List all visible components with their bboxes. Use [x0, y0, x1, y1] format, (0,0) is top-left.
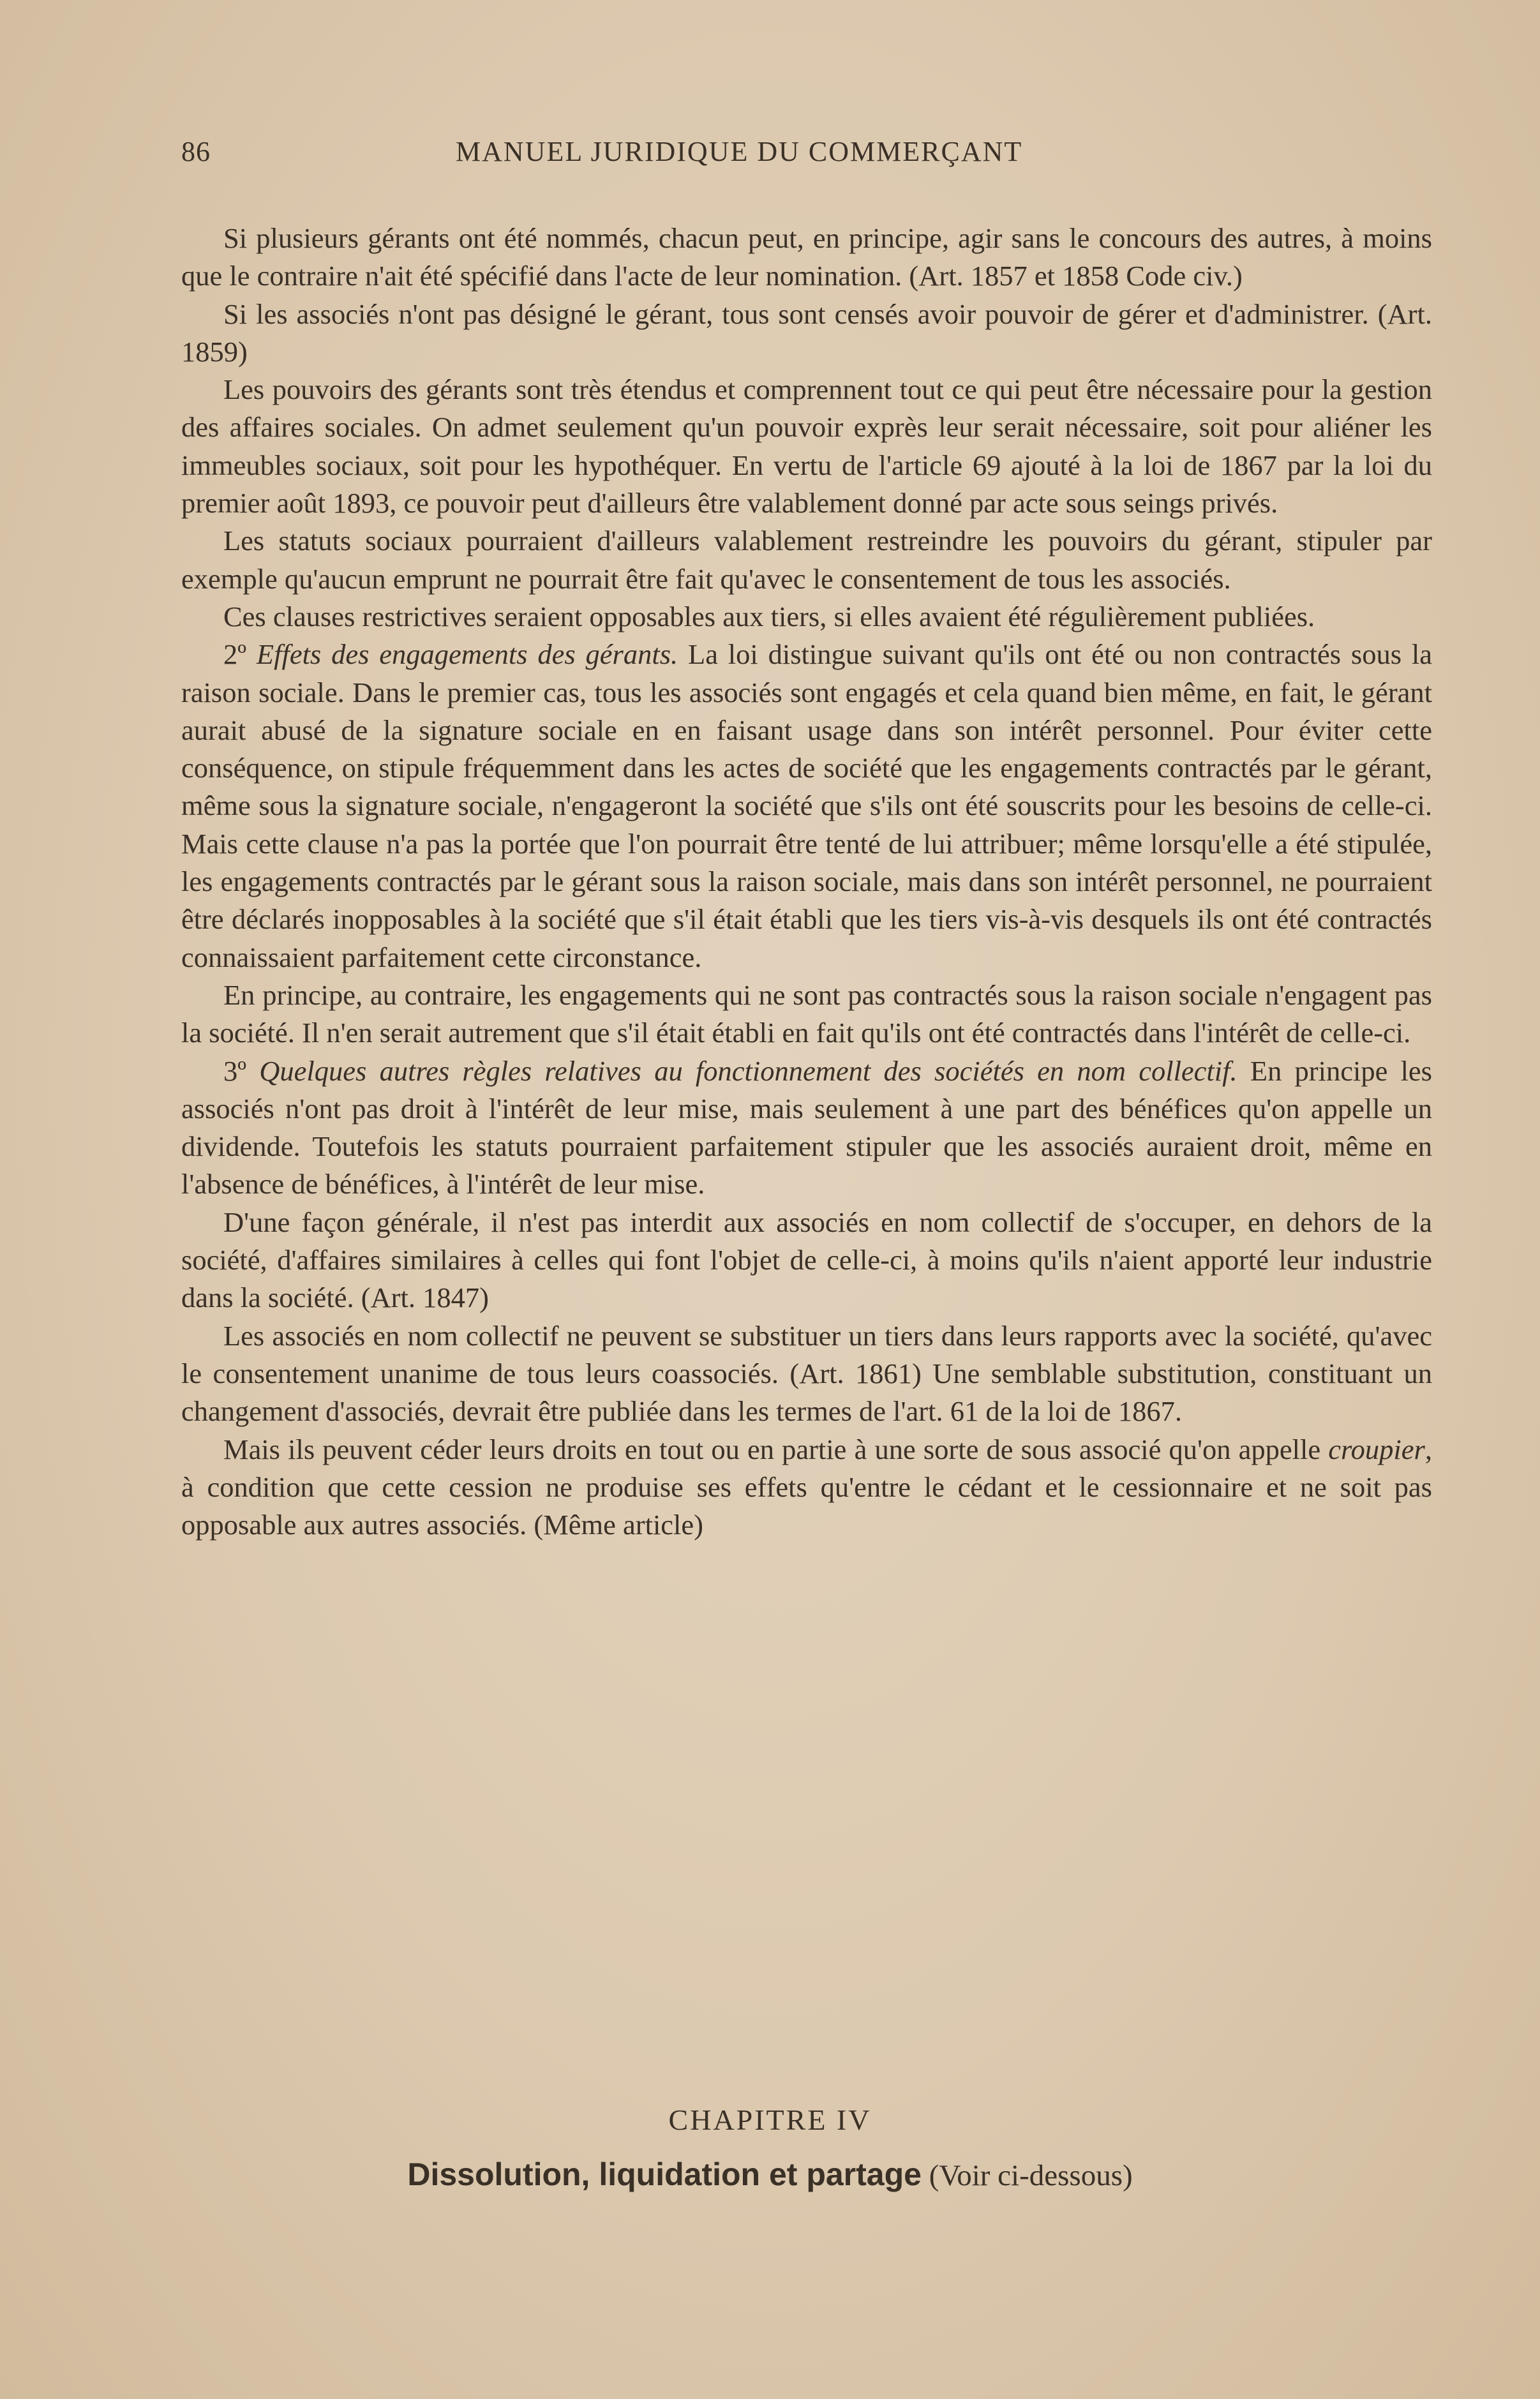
chapter-heading: CHAPITRE IV: [668, 2104, 872, 2136]
paragraph-text: , à condition que cette cession ne produise ses effets qu'entre le cédant et le cessionnaire et ne soit pas opposable aux autres associés. (Même article): [181, 1433, 1432, 1541]
paragraph: [181, 976, 1432, 1052]
paragraph: [181, 1317, 1432, 1431]
paragraph: [181, 522, 1432, 598]
paragraph-text: Les statuts sociaux pourraient d'ailleurs valablement restreindre les pouvoirs du gérant, stipuler par exemple qu'aucun emprunt ne pourrait être fait qu'avec le consentement de tous les associés.: [181, 525, 1432, 595]
section-number: 2º: [223, 638, 247, 671]
paragraph-text: La loi distingue suivant qu'ils ont été ou non contractés sous la raison sociale. Dans le premier cas, tous les associés sont engagés et cela quand bien même, en fait, le gérant aurait abusé de la signature sociale en en faisant usage dans son intérêt personnel. Pour éviter cette conséquence, on stipule fréquemment dans les actes de société que les engagements contractés par le gérant, même sous la signature sociale, n'engageront la société que s'ils ont été souscrits pour les besoins de celle-ci. Mais cette clause n'a pas la portée que l'on pourrait être tenté de lui attribuer; même lorsqu'elle a été stipulée, les engagements contractés par le gérant sous la raison sociale, mais dans son intérêt personnel, ne pourraient être déclarés inopposables à la société que s'il était établi que les tiers vis-à-vis desquels ils ont été contractés connaissaient parfaitement cette circonstance.: [181, 638, 1433, 973]
subsection-title: Effets des engagements des gérants.: [256, 638, 678, 671]
paragraph: [181, 1052, 1432, 1204]
chapter-title-text: Dissolution, liquidation et partage: [407, 2156, 922, 2192]
running-title: MANUEL JURIDIQUE DU COMMERÇANT: [456, 136, 1023, 167]
paragraph-text: Ces clauses restrictives seraient opposables aux tiers, si elles avaient été régulièrement publiées.: [223, 600, 1315, 632]
paragraph-text: Si plusieurs gérants ont été nommés, chacun peut, en principe, agir sans le concours des autres, à moins que le contraire n'ait été spécifié dans l'acte de leur nomination. (Art. 1857 et 1858 Code civ.): [181, 222, 1432, 292]
paragraph: [181, 1431, 1432, 1544]
body-text: [181, 220, 1432, 1544]
paragraph-text: En principe les associés n'ont pas droit à l'intérêt de leur mise, mais seulement à une part des bénéfices qu'on appelle un dividende. Toutefois les statuts pourraient parfaitement stipuler que les associés auraient droit, même en l'absence de bénéfices, à l'intérêt de leur mise.: [181, 1054, 1433, 1200]
paragraph-text: Les pouvoirs des gérants sont très étendus et comprennent tout ce qui peut être nécessaire pour la gestion des affaires sociales. On admet seulement qu'un pouvoir exprès leur serait nécessaire, soit pour aliéner les immeubles sociaux, soit pour les hypothéquer. En vertu de l'article 69 ajouté à la loi de 1867 par la loi du premier août 1893, ce pouvoir peut d'ailleurs être valablement donné par acte sous seings privés.: [181, 373, 1432, 519]
paragraph: [181, 598, 1432, 636]
emphasized-term: croupier: [1328, 1433, 1425, 1465]
paragraph-text: D'une façon générale, il n'est pas interdit aux associés en nom collectif de s'occuper, en dehors de la société, d'affaires similaires à celles qui font l'objet de celle-ci, à moins qu'ils n'aient apporté leur industrie dans la société. (Art. 1847): [181, 1206, 1432, 1314]
paragraph-text: En principe, au contraire, les engagements qui ne sont pas contractés sous la raison sociale n'engagent pas la société. Il n'en serait autrement que s'il était établi en fait qu'ils ont été contractés dans l'intérêt de celle-ci.: [181, 978, 1432, 1049]
page-number: 86: [181, 136, 211, 167]
chapter-title: [0, 2156, 1540, 2193]
paragraph-text: Si les associés n'ont pas désigné le gérant, tous sont censés avoir pouvoir de gérer et d'administrer. (Art. 1859): [181, 297, 1432, 368]
paragraph: [181, 1204, 1432, 1317]
chapter-note: (Voir ci-dessous): [929, 2159, 1133, 2192]
paragraph: [181, 220, 1432, 295]
page-header: [181, 135, 1432, 174]
paragraph: [181, 636, 1432, 976]
paragraph: [181, 371, 1432, 522]
subsection-title: Quelques autres règles relatives au fonctionnement des sociétés en nom collectif.: [259, 1054, 1237, 1087]
paragraph-text: Les associés en nom collectif ne peuvent se substituer un tiers dans leurs rapports avec la société, qu'avec le consentement unanime de tous leurs coassociés. (Art. 1861) Une semblable substitution, constituant un changement d'associés, devrait être publiée dans les termes de l'art. 61 de la loi de 1867.: [181, 1319, 1432, 1428]
section-number: 3º: [223, 1054, 247, 1087]
paragraph-text: Mais ils peuvent céder leurs droits en tout ou en partie à une sorte de sous associé qu'on appelle: [223, 1433, 1329, 1465]
paragraph: [181, 295, 1432, 371]
